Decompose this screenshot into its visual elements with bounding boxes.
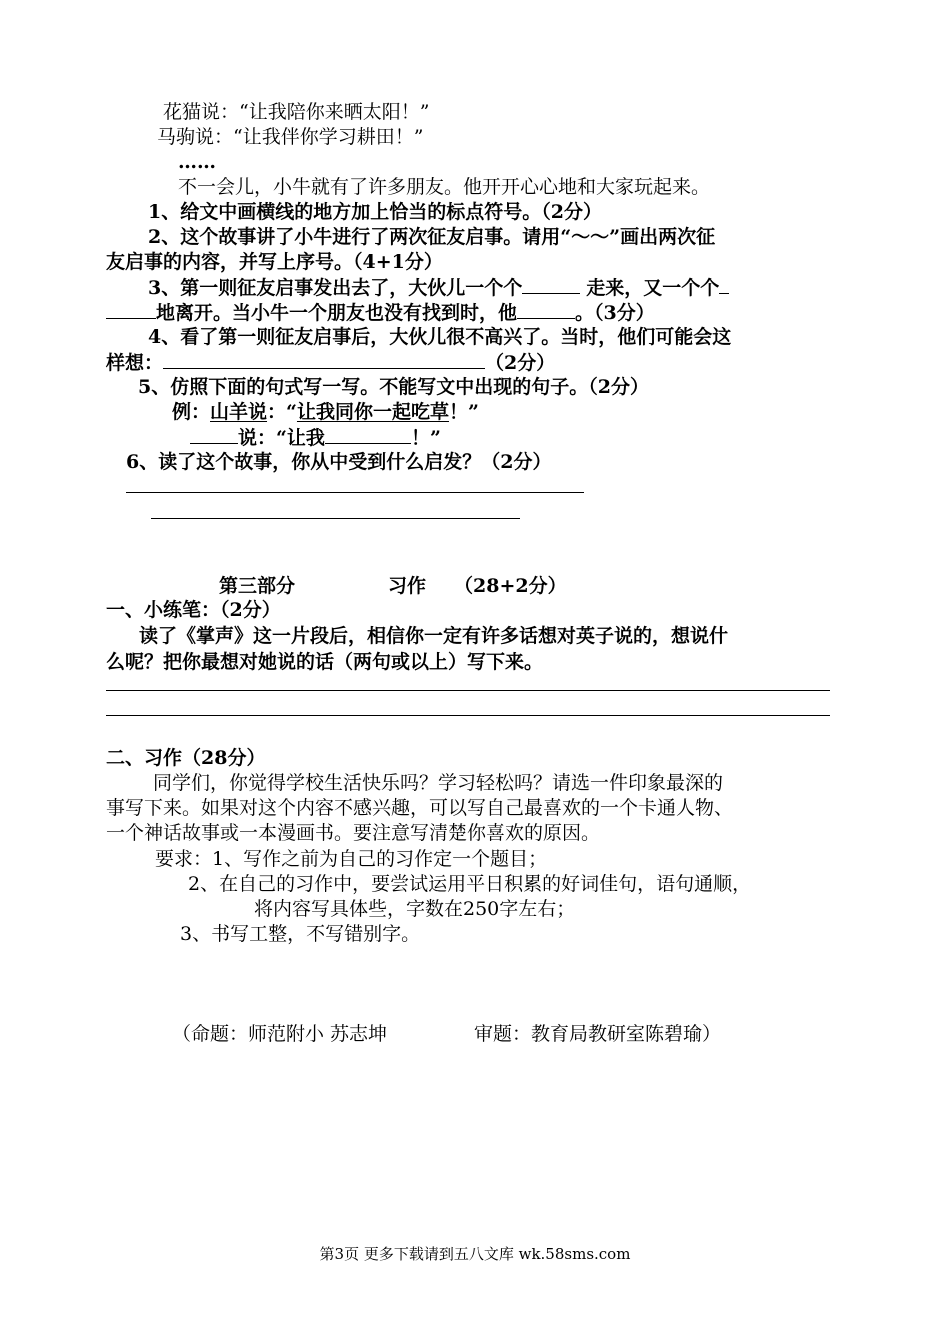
question-4-text-a: 样想： — [106, 352, 164, 374]
requirement-2-line2: 将内容写具体些，字数在250字左右； — [254, 898, 576, 920]
question-5-fill — [190, 425, 441, 450]
answer-blank[interactable] — [106, 300, 156, 319]
question-3-text-d: 。（3分） — [575, 302, 655, 324]
section2-para-line1: 同学们，你觉得学校生活快乐吗？学习轻松吗？请选一件印象最深的 — [153, 772, 724, 794]
part3-score: （28+2分） — [454, 575, 567, 597]
example-end: ！” — [448, 401, 479, 423]
question-6: 6、读了这个故事，你从中受到什么启发？（2分） — [126, 451, 552, 473]
question-4-text-b: （2分） — [485, 352, 556, 374]
part3-subtitle: 习作 — [388, 575, 427, 597]
question-3-text-a: 3、第一则征友启事发出去了，大伙儿一个个 — [148, 277, 523, 299]
answer-line[interactable] — [106, 715, 830, 716]
section1-prompt-line1: 读了《掌声》这一片段后，相信你一定有许多话想对英子说的，想说什 — [139, 625, 729, 647]
fill-text-b: ！” — [410, 427, 441, 449]
question-5-example — [172, 400, 479, 424]
question-3-line2 — [106, 300, 655, 325]
answer-line[interactable] — [151, 518, 520, 519]
question-3-text-b: 走来，又一个个 — [586, 277, 720, 299]
example-subject: 山羊说 — [210, 401, 268, 423]
answer-blank[interactable] — [163, 350, 485, 369]
story-ellipsis: …… — [178, 151, 216, 173]
page-footer: 第3页 更多下载请到五八文库 wk.58sms.com — [319, 1245, 631, 1263]
question-2-line1: 2、这个故事讲了小牛进行了两次征友启事。请用“～～”画出两次征 — [148, 226, 716, 248]
question-5: 5、仿照下面的句式写一写。不能写文中出现的句子。（2分） — [138, 376, 649, 398]
section2-heading: 二、习作（28分） — [106, 747, 266, 769]
fill-text-a: 说：“让我 — [238, 427, 325, 449]
story-line-end: 不一会儿，小牛就有了许多朋友。他开开心心地和大家玩起来。 — [178, 176, 711, 198]
question-2-line2: 友启事的内容，并写上序号。（4+1分） — [106, 251, 443, 273]
question-4-line1: 4、看了第一则征友启事后，大伙儿很不高兴了。当时，他们可能会这 — [148, 326, 732, 348]
answer-blank[interactable] — [190, 425, 238, 444]
answer-blank[interactable] — [325, 425, 411, 444]
question-3-line1 — [148, 275, 729, 300]
requirement-1: 要求：1、写作之前为自己的习作定一个题目； — [155, 848, 548, 870]
story-line-pony: 马驹说：“让我伴你学习耕田！” — [157, 126, 424, 148]
section1-prompt-line2: 么呢？把你最想对她说的话（两句或以上）写下来。 — [106, 651, 544, 673]
credit-author: （命题：师范附小 苏志坤 — [172, 1023, 388, 1045]
section2-para-line2: 事写下来。如果对这个内容不感兴趣，可以写自己最喜欢的一个卡通人物、 — [106, 797, 734, 819]
example-prefix: 例： — [172, 401, 211, 423]
section2-para-line3: 一个神话故事或一本漫画书。要注意写清楚你喜欢的原因。 — [106, 822, 601, 844]
answer-line[interactable] — [106, 690, 830, 691]
requirement-3: 3、书写工整，不写错别字。 — [180, 923, 421, 945]
question-3-text-c: 地离开。当小牛一个朋友也没有找到时，他 — [156, 302, 518, 324]
answer-blank[interactable] — [719, 275, 729, 294]
question-1: 1、给文中画横线的地方加上恰当的标点符号。（2分） — [148, 201, 602, 223]
answer-blank[interactable] — [522, 275, 580, 294]
example-mid: ：“ — [267, 401, 297, 423]
story-line-cat: 花猫说：“让我陪你来晒太阳！” — [163, 101, 430, 123]
part3-title: 第三部分 — [219, 575, 296, 597]
question-4-line2 — [106, 350, 555, 375]
answer-blank[interactable] — [517, 300, 575, 319]
credit-reviewer: 审题：教育局教研室陈碧瑜） — [474, 1023, 722, 1045]
example-quote: 让我同你一起吃草 — [296, 401, 449, 423]
answer-line[interactable] — [126, 492, 584, 493]
requirement-2-line1: 2、在自己的习作中，要尝试运用平日积累的好词佳句，语句通顺， — [188, 873, 752, 895]
section1-heading: 一、小练笔：（2分） — [106, 599, 281, 621]
